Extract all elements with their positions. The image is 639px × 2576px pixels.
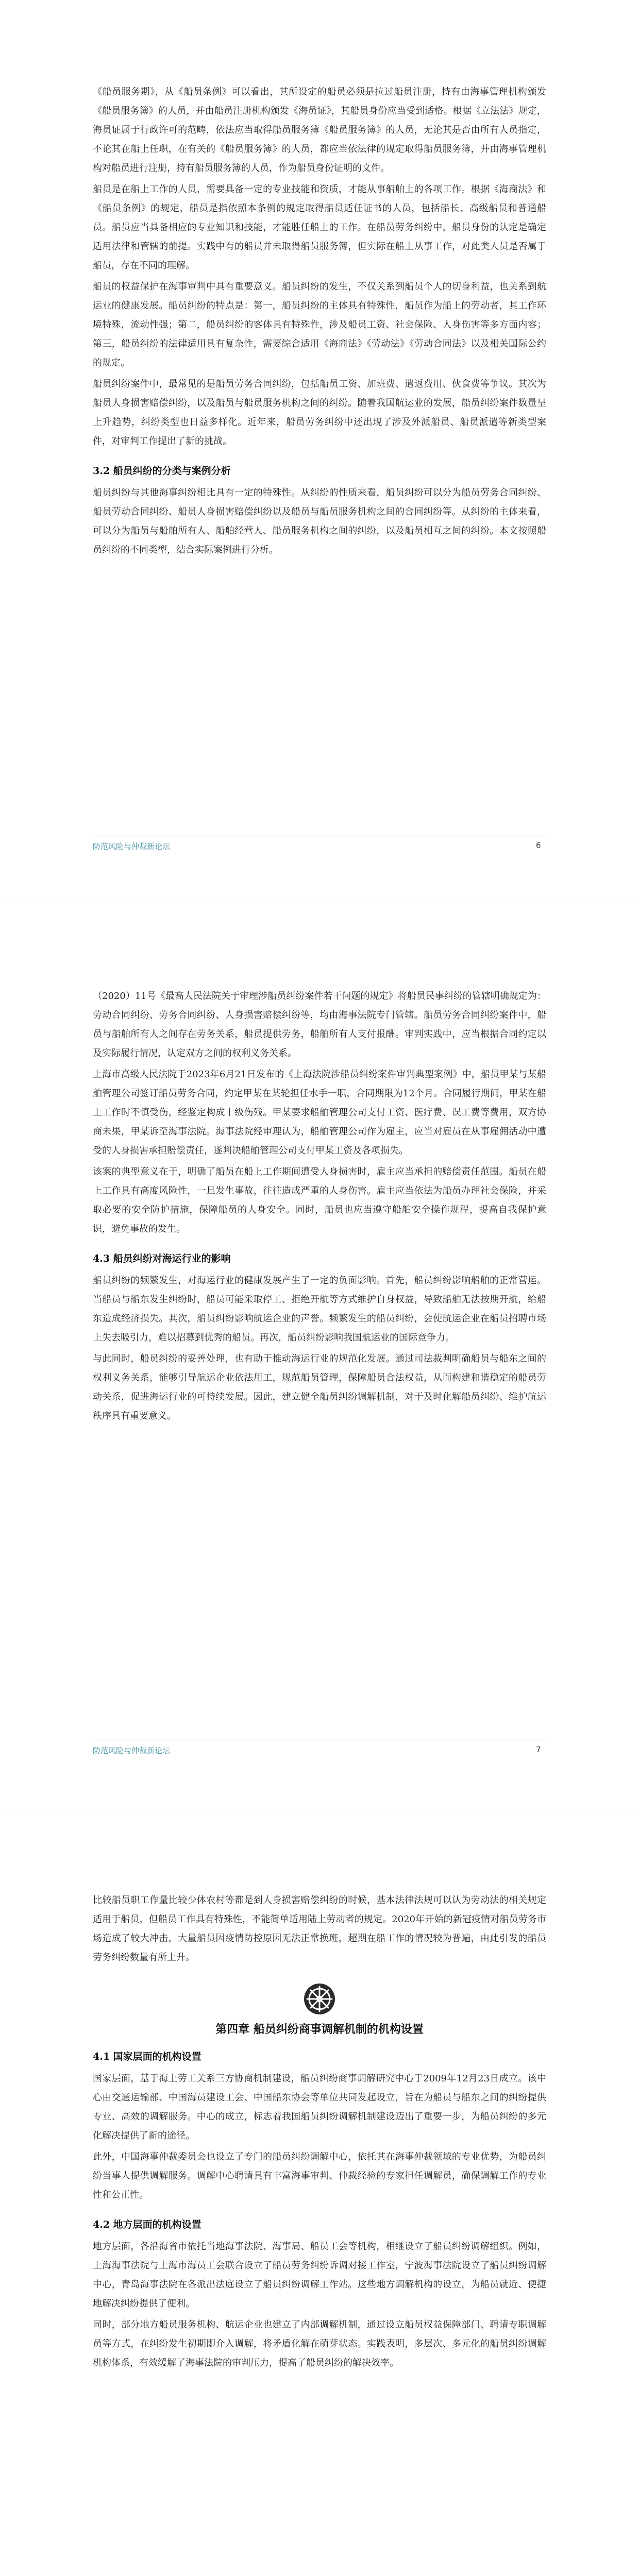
paragraph: 船员纠纷案件中，最常见的是船员劳务合同纠纷，包括船员工资、加班费、遣返费用、伙食费等争议。其次为船员人身损害赔偿纠纷，以及船员与船员服务机构之间的纠纷。随着我国航运业的发展，船员纠纷案件数量呈上升趋势，纠纷类型也日益多样化。近年来，船员劳务纠纷中还出现了涉及外派船员、船员派遣等新类型案件，对审判工作提出了新的挑战。 bbox=[93, 379, 546, 447]
document-page-1 bbox=[0, 0, 639, 904]
page-content bbox=[93, 82, 546, 562]
paragraph: 地方层面，各沿海省市依托当地海事法院、海事局、船员工会等机构，相继设立了船员纠纷调解组织。例如，上海海事法院与上海市海员工会联合设立了船员劳务纠纷诉调对接工作室，宁波海事法院设立了船员纠纷调解中心，青岛海事法院在各派出法庭设立了船员纠纷调解工作站。这些地方调解机构的设立，为船员就近、便捷地解决纠纷提供了便利。 bbox=[93, 2241, 546, 2309]
paragraph: 此外，中国海事仲裁委员会也设立了专门的船员纠纷调解中心，依托其在海事仲裁领域的专业优势，为船员纠纷当事人提供调解服务。调解中心聘请具有丰富海事审判、仲裁经验的专家担任调解员，确保调解工作的专业性和公正性。 bbox=[93, 2151, 546, 2200]
chapter-title: 第四章 船员纠纷商事调解机制的机构设置 bbox=[215, 2023, 424, 2036]
paragraph: 国家层面，基于海上劳工关系三方协商机制建设，船员纠纷商事调解研究中心于2009年12月23日成立。该中心由交通运输部、中国海员建设工会、中国船东协会等单位共同发起设立，旨在为船员与船东之间的纠纷提供专业、高效的调解服务。中心的成立，标志着我国船员纠纷调解机制建设迈出了重要一步，为船员纠纷的多元化解决提供了新的途径。 bbox=[93, 2073, 546, 2141]
footer-brand: 防范风险与仲裁新论坛 bbox=[93, 842, 171, 851]
ship-wheel-icon bbox=[303, 1982, 336, 2015]
paragraph: 船员是在船上工作的人员，需要具备一定的专业技能和资质，才能从事船舶上的各项工作。根据《海商法》和《船员条例》的规定，船员是指依照本条例的规定取得船员适任证书的人员，包括船长、高级船员和普通船员。船员应当具备相应的专业知识和技能，才能胜任船上的工作。在船员劳务纠纷中，船员身份的认定是确定适用法律和管辖的前提。实践中有的船员并未取得船员服务簿，但实际在船上从事工作，对此类人员是否属于船员，存在不同的理解。 bbox=[93, 184, 546, 271]
page-number: 6 bbox=[536, 841, 541, 850]
paragraph: （2020）11号《最高人民法院关于审理涉船员纠纷案件若干问题的规定》将船员民事纠纷的管辖明确规定为：劳动合同纠纷、劳务合同纠纷、人身损害赔偿纠纷等，均由海事法院专门管辖。船员劳务合同纠纷案件中，船员与船舶所有人之间存在劳务关系，船员提供劳务，船舶所有人支付报酬。审判实践中，应当根据合同约定以及实际履行情况，认定双方之间的权利义务关系。 bbox=[93, 991, 546, 1059]
section-heading: 4.1 国家层面的机构设置 bbox=[93, 2051, 201, 2062]
paragraph: 该案的典型意义在于，明确了船员在船上工作期间遭受人身损害时，雇主应当承担的赔偿责任范围。船员在船上工作具有高度风险性，一旦发生事故，往往造成严重的人身伤害。雇主应当依法为船员办理社会保险，并采取必要的安全防护措施，保障船员的人身安全。同时，船员也应当遵守船舶安全操作规程，提高自我保护意识，避免事故的发生。 bbox=[93, 1166, 546, 1234]
paragraph: 比较船员职工作量比较少体农村等都是到人身损害赔偿纠纷的时候，基本法律法规可以认为劳动法的相关规定适用于船员，但船员工作具有特殊性，不能简单适用陆上劳动者的规定。2020年开始的新冠疫情对船员劳务市场造成了较大冲击，大量船员因疫情防控原因无法正常换班，超期在船工作的情况较为普遍，由此引发的船员劳务纠纷数量有所上升。 bbox=[93, 1895, 546, 1963]
paragraph: 船员纠纷的频繁发生，对海运行业的健康发展产生了一定的负面影响。首先，船员纠纷影响船舶的正常营运。当船员与船东发生纠纷时，船员可能采取停工、拒绝开航等方式维护自身权益，导致船舶无法按期开航，给船东造成经济损失。其次，船员纠纷影响航运企业的声誉。频繁发生的船员纠纷，会使航运企业在船员招聘市场上失去吸引力，难以招募到优秀的船员。再次，船员纠纷影响我国航运业的国际竞争力。 bbox=[93, 1275, 546, 1343]
section-heading: 3.2 船员纠纷的分类与案例分析 bbox=[93, 465, 231, 477]
footer-brand: 防范风险与仲裁新论坛 bbox=[93, 1746, 171, 1755]
page-number: 7 bbox=[536, 1745, 541, 1754]
paragraph: 同时，部分地方船员服务机构、航运企业也建立了内部调解机制，通过设立船员权益保障部门、聘请专职调解员等方式，在纠纷发生初期即介入调解，将矛盾化解在萌芽状态。实践表明，多层次、多元化的船员纠纷调解机构体系，有效缓解了海事法院的审判压力，提高了船员纠纷的解决效率。 bbox=[93, 2319, 546, 2368]
document-page-2 bbox=[0, 904, 639, 1808]
paragraph: 上海市高级人民法院于2023年6月21日发布的《上海法院涉船员纠纷案件审判典型案例》中，船员甲某与某船舶管理公司签订船员劳务合同，约定甲某在某轮担任水手一职，合同期限为12个月。合同履行期间，甲某在船上工作时不慎受伤，经鉴定构成十级伤残。甲某要求船舶管理公司支付工资、医疗费、误工费等费用，双方协商未果，甲某诉至海事法院。海事法院经审理认为，船舶管理公司作为雇主，应当对雇员在从事雇佣活动中遭受的人身损害承担赔偿责任，遂判决船舶管理公司支付甲某工资及各项损失。 bbox=[93, 1069, 546, 1156]
page-content bbox=[93, 987, 546, 1428]
page-content bbox=[93, 1891, 546, 2375]
paragraph: 船员纠纷与其他海事纠纷相比具有一定的特殊性。从纠纷的性质来看，船员纠纷可以分为船员劳务合同纠纷、船员劳动合同纠纷、船员人身损害赔偿纠纷以及船员与船员服务机构之间的合同纠纷等。从纠纷的主体来看，可以分为船员与船舶所有人、船舶经营人、船员服务机构之间的纠纷，以及船员相互之间的纠纷。本文按照船员纠纷的不同类型，结合实际案例进行分析。 bbox=[93, 487, 546, 555]
paragraph: 与此同时，船员纠纷的妥善处理，也有助于推动海运行业的规范化发展。通过司法裁判明确船员与船东之间的权利义务关系，能够引导航运企业依法用工，规范船员管理，保障船员合法权益，从而构建和谐稳定的船员劳动关系，促进海运行业的可持续发展。因此，建立健全船员纠纷调解机制，对于及时化解船员纠纷、维护航运秩序具有重要意义。 bbox=[93, 1353, 546, 1421]
paragraph: 船员的权益保护在海事审判中具有重要意义。船员纠纷的发生，不仅关系到船员个人的切身利益，也关系到航运业的健康发展。船员纠纷的特点是：第一，船员纠纷的主体具有特殊性，船员作为船上的劳动者，其工作环境特殊，流动性强；第二，船员纠纷的客体具有特殊性，涉及船员工资、社会保险、人身伤害等多方面内容；第三，船员纠纷的法律适用具有复杂性，需要综合适用《海商法》《劳动法》《劳动合同法》以及相关国际公约的规定。 bbox=[93, 281, 546, 368]
paragraph: 《船员服务期》，从《船员条例》可以看出，其所设定的船员必须是拉过船员注册，持有由海事管理机构颁发《船员服务簿》的人员，并由船员注册机构颁发《海员证》，其船员身份应当受到适格。根据《立法法》规定，海员证属于行政许可的范畴，依法应当取得船员服务簿《船员服务簿》的人员，无论其是否由所有人员指定，不论其在船上任职，在有关的《船员服务簿》的人员，都应当依法律的规定取得船员服务簿，并由海事管理机构对船员进行注册，持有船员服务簿的人员，作为船员身份证明的文件。 bbox=[93, 87, 546, 174]
document-page-3 bbox=[0, 1808, 639, 2576]
section-heading: 4.2 地方层面的机构设置 bbox=[93, 2219, 201, 2230]
section-heading: 4.3 船员纠纷对海运行业的影响 bbox=[93, 1253, 231, 1264]
